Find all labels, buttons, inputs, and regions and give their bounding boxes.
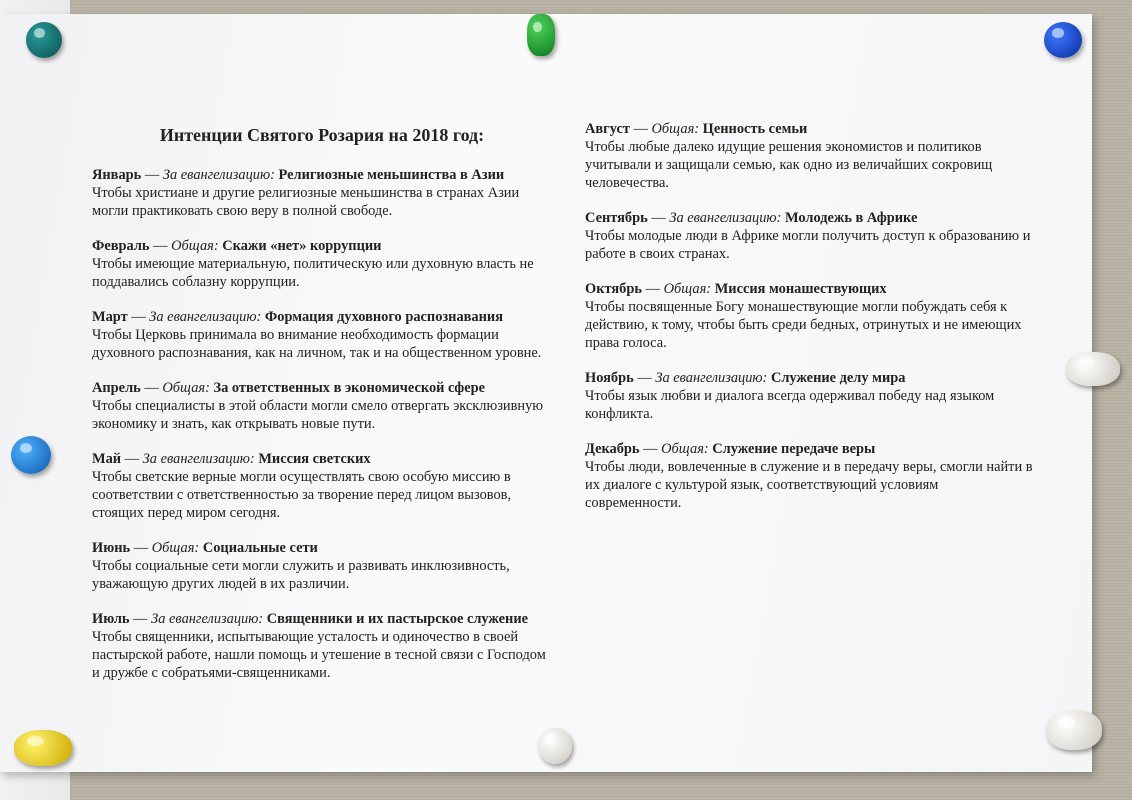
light-blue-pushpin-icon bbox=[11, 436, 51, 474]
entry-heading bbox=[585, 280, 1035, 298]
right-entries bbox=[585, 120, 1035, 512]
entry-category: За евангелизацию: bbox=[669, 210, 782, 226]
entry-topic: Формация духовного распознавания bbox=[264, 309, 503, 325]
entry-month: Февраль bbox=[92, 238, 150, 254]
entry-text: Чтобы любые далеко идущие решения экономистов и политиков учитывали и защищали семью, как одно из величайших сокровищ человечества. bbox=[585, 139, 993, 191]
entry-heading bbox=[92, 308, 552, 326]
entry-heading bbox=[92, 610, 552, 628]
intention-entry bbox=[92, 539, 552, 593]
intention-entry bbox=[92, 308, 552, 362]
intention-entry bbox=[585, 440, 1035, 512]
entry-text: Чтобы язык любви и диалога всегда одерживал победу над языком конфликта. bbox=[585, 388, 995, 422]
entry-heading bbox=[585, 209, 1035, 227]
entry-topic: Молодежь в Африке bbox=[784, 210, 918, 226]
entry-topic: Социальные сети bbox=[202, 540, 318, 556]
entry-heading bbox=[92, 450, 552, 468]
entry-heading bbox=[585, 440, 1035, 458]
entry-text: Чтобы имеющие материальную, политическую или духовную власть не поддавались соблазну коррупции. bbox=[92, 256, 534, 290]
intention-entry bbox=[92, 450, 552, 522]
entry-dash: — bbox=[641, 281, 664, 297]
entry-text: Чтобы посвященные Богу монашествующие могли побуждать себя к действию, к тому, чтобы быть среди бедных, отринутых и не имеющих права голоса. bbox=[585, 299, 1022, 351]
entry-text: Чтобы молодые люди в Африке могли получить доступ к образованию и работе в своих странах. bbox=[585, 228, 1031, 262]
white-pushpin-bottom-right-icon bbox=[1046, 710, 1102, 750]
entry-month: Апрель bbox=[92, 380, 141, 396]
entry-category: За евангелизацию: bbox=[162, 167, 275, 183]
entry-month: Март bbox=[92, 309, 128, 325]
entry-category: За евангелизацию: bbox=[655, 370, 768, 386]
entry-text: Чтобы светские верные могли осуществлять свою особую миссию в соответствии с ответственностью за творение перед лицом вызовов, стоящих перед миром сегодня. bbox=[92, 469, 512, 521]
entry-month: Ноябрь bbox=[585, 370, 634, 386]
entry-text: Чтобы Церковь принимала во внимание необходимость формации духовного распознавания, как на личном, так и на общественном уровне. bbox=[92, 327, 542, 361]
entry-heading bbox=[92, 539, 552, 557]
entry-category: Общая: bbox=[663, 281, 712, 297]
entry-topic: Миссия светских bbox=[258, 451, 371, 467]
entry-text: Чтобы люди, вовлеченные в служение и в передачу веры, смогли найти в их диалоге с культурой язык, соответствующий условиям современности. bbox=[585, 459, 1033, 511]
entry-topic: Скажи «нет» коррупции bbox=[222, 238, 382, 254]
entry-month: Май bbox=[92, 451, 122, 467]
intention-entry bbox=[585, 280, 1035, 352]
left-entries bbox=[92, 166, 552, 682]
entry-category: За евангелизацию: bbox=[149, 309, 262, 325]
entry-month: Декабрь bbox=[585, 441, 640, 457]
entry-dash: — bbox=[629, 121, 652, 137]
entry-dash: — bbox=[149, 238, 172, 254]
green-pushpin-icon bbox=[527, 14, 555, 56]
white-pushpin-right-icon bbox=[1066, 352, 1120, 386]
entry-heading bbox=[585, 369, 1035, 387]
intention-entry bbox=[585, 369, 1035, 423]
white-pushpin-icon bbox=[538, 728, 572, 764]
entry-text: Чтобы христиане и другие религиозные меньшинства в странах Азии могли практиковать свою веру в полной свободе. bbox=[92, 185, 520, 219]
entry-category: Общая: bbox=[171, 238, 219, 254]
page-title: Интенции Святого Розария на 2018 год: bbox=[159, 125, 485, 145]
left-column bbox=[92, 120, 552, 699]
entry-heading bbox=[92, 379, 552, 397]
entry-topic: Служение передаче веры bbox=[712, 441, 876, 457]
entry-month: Июль bbox=[92, 611, 130, 627]
entry-month: Август bbox=[585, 121, 630, 137]
entry-text: Чтобы специалисты в этой области могли смело отвергать эксклюзивную экономику и знать, как открывать новые пути. bbox=[92, 398, 544, 432]
entry-month: Сентябрь bbox=[585, 210, 648, 226]
entry-dash: — bbox=[639, 441, 662, 457]
entry-category: Общая: bbox=[651, 121, 700, 137]
entry-month: Январь bbox=[92, 167, 142, 183]
entry-category: За евангелизацию: bbox=[142, 451, 255, 467]
intention-entry bbox=[92, 166, 552, 220]
entry-dash: — bbox=[633, 370, 656, 386]
entry-topic: Миссия монашествующих bbox=[714, 281, 887, 297]
intention-entry bbox=[585, 120, 1035, 192]
intention-entry bbox=[92, 237, 552, 291]
entry-text: Чтобы социальные сети могли служить и развивать инклюзивность, уважающую других людей в их различии. bbox=[92, 558, 510, 592]
entry-heading bbox=[585, 120, 1035, 138]
entry-heading bbox=[92, 237, 552, 255]
entry-topic: Служение делу мира bbox=[770, 370, 906, 386]
entry-topic: Религиозные меньшинства в Азии bbox=[278, 167, 505, 183]
entry-topic: Священники и их пастырское служение bbox=[266, 611, 529, 627]
entry-month: Октябрь bbox=[585, 281, 642, 297]
intention-entry bbox=[92, 379, 552, 433]
entry-dash: — bbox=[141, 167, 163, 183]
yellow-pushpin-icon bbox=[14, 730, 72, 766]
entry-dash: — bbox=[130, 540, 152, 556]
entry-dash: — bbox=[129, 611, 152, 627]
entry-category: Общая: bbox=[151, 540, 200, 556]
entry-dash: — bbox=[647, 210, 670, 226]
blue-pushpin-icon bbox=[1044, 22, 1082, 58]
entry-topic: Ценность семьи bbox=[702, 121, 808, 137]
entry-category: Общая: bbox=[661, 441, 709, 457]
entry-dash: — bbox=[140, 380, 163, 396]
right-column bbox=[585, 120, 1035, 529]
entry-month: Июнь bbox=[92, 540, 131, 556]
teal-pushpin-icon bbox=[26, 22, 62, 58]
entry-heading bbox=[92, 166, 552, 184]
entry-text: Чтобы священники, испытывающие усталость и одиночество в своей пастырской работе, нашли помощь и утешение в тесной связи с Господом и дружбе с собратьями-священниками. bbox=[92, 629, 546, 681]
entry-dash: — bbox=[121, 451, 143, 467]
entry-topic: За ответственных в экономической сфере bbox=[213, 380, 485, 396]
entry-category: Общая: bbox=[162, 380, 210, 396]
intention-entry bbox=[92, 610, 552, 682]
entry-dash: — bbox=[127, 309, 150, 325]
entry-category: За евангелизацию: bbox=[151, 611, 264, 627]
intention-entry bbox=[585, 209, 1035, 263]
